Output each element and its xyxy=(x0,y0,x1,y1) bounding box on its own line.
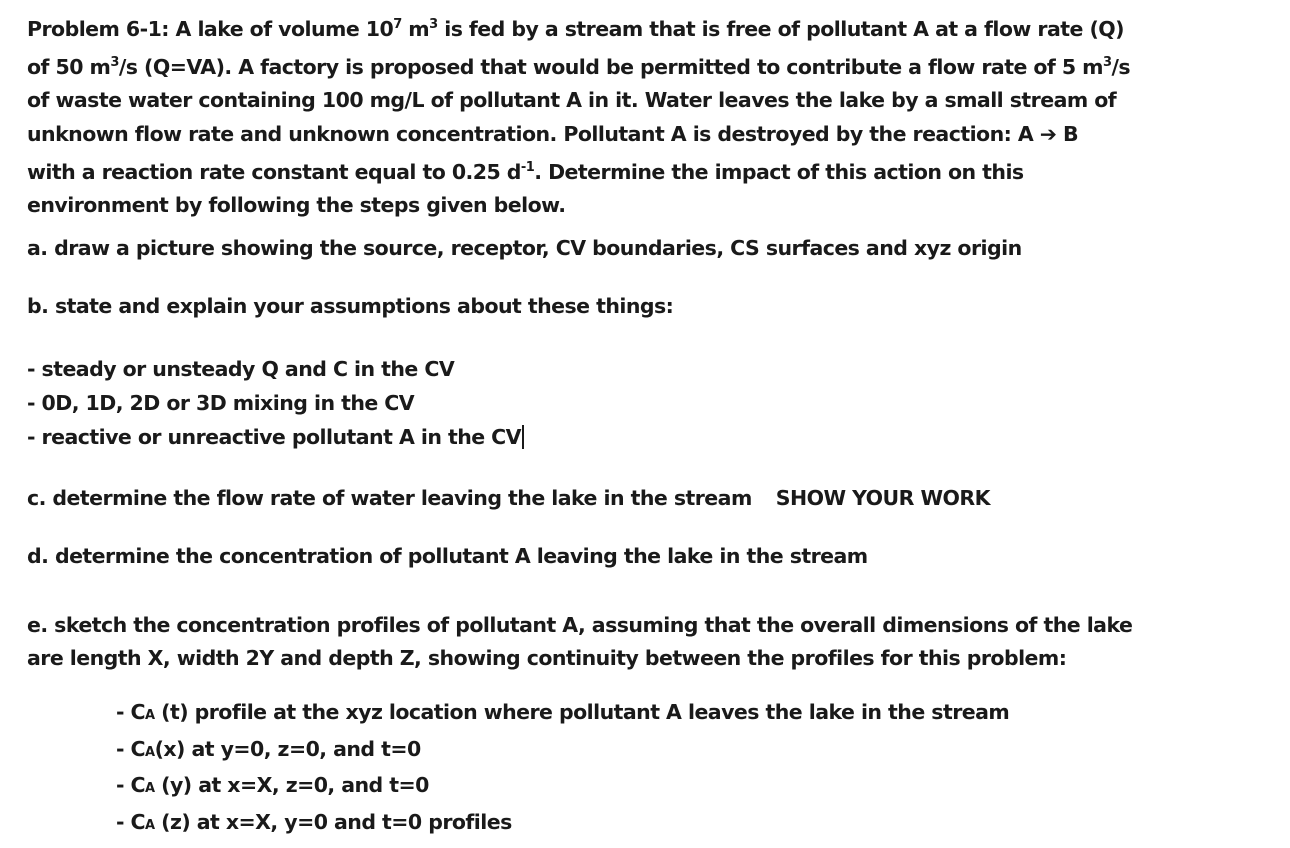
problem-line-2: of 50 $m^3/s$ (Q=VA). A factory is proposed that would be permitted to contribute a flow rate of 5 $m^3/s$ xyxy=(27,54,1131,79)
profile-item: - CA (y) at x=X, z=0, and t=0 xyxy=(116,773,429,797)
assumption-item: - 0D, 1D, 2D or 3D mixing in the CV xyxy=(27,391,415,415)
part-e-line-1: e. sketch the concentration profiles of pollutant A, assuming that the overall dimensions of the lake xyxy=(27,613,1133,637)
profile-item: - CA(x) at y=0, z=0, and t=0 xyxy=(116,736,421,761)
part-c: c. determine the flow rate of water leaving the lake in the stream SHOW YOUR WORK xyxy=(27,486,990,510)
part-a: a. draw a picture showing the source, receptor, CV boundaries, CS surfaces and xyz origin xyxy=(27,236,1022,260)
problem-line-3: of waste water containing 100 mg/L of pollutant A in it. Water leaves the lake by a small stream of xyxy=(27,88,1117,113)
problem-line-5: with a reaction rate constant equal to 0.25 $d^{-1}$. Determine the impact of this action on this xyxy=(27,159,1024,184)
assumption-item: - steady or unsteady Q and C in the CV xyxy=(27,357,455,381)
assumption-item: - reactive or unreactive pollutant A in the CV xyxy=(27,420,524,454)
profile-list xyxy=(116,696,1009,842)
problem-line-1: Problem 6-1: A lake of volume $10^7$ $m^3$ is fed by a stream that is free of pollutant A at a flow rate (Q) xyxy=(27,16,1124,41)
profile-item: - CA (z) at x=X, y=0 and t=0 profiles xyxy=(116,809,512,834)
part-e xyxy=(27,609,1132,676)
part-b: b. state and explain your assumptions about these things: xyxy=(27,294,674,318)
part-d: d. determine the concentration of pollutant A leaving the lake in the stream xyxy=(27,544,868,568)
show-work-note: SHOW YOUR WORK xyxy=(775,486,990,510)
document-body[interactable] xyxy=(27,8,1267,834)
assumption-list xyxy=(27,352,524,454)
problem-line-6: environment by following the steps given below. xyxy=(27,192,566,217)
text-cursor xyxy=(522,425,524,449)
profile-item: - CA (t) profile at the xyz location where pollutant A leaves the lake in the stream xyxy=(116,700,1010,724)
part-e-line-2: are length X, width 2Y and depth Z, showing continuity between the profiles for this problem: xyxy=(27,646,1067,671)
problem-statement xyxy=(27,8,1267,222)
right-arrow-icon: ➔ xyxy=(1039,121,1057,146)
problem-line-4: unknown flow rate and unknown concentration. Pollutant A is destroyed by the reaction: A ➔ B xyxy=(27,121,1079,146)
